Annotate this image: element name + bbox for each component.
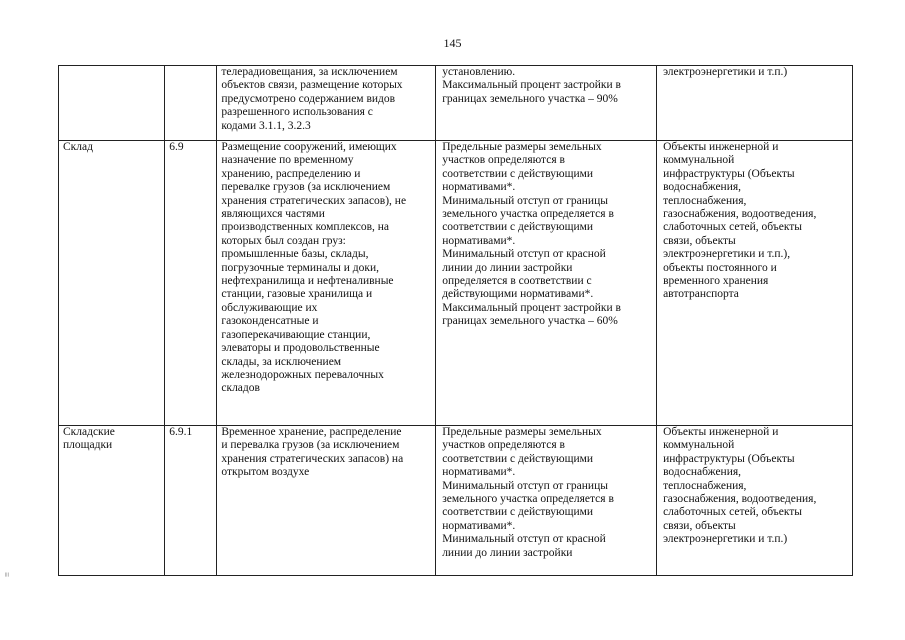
auxiliary-text: Объекты инженерной и коммунальной инфраструктуры (Объекты водоснабжения, теплоснабжения, газоснабжения, водоотведения, слаботочных сетей, объекты связи, объекты электроэнергетики и т.п.) bbox=[663, 426, 817, 546]
parameters-cell bbox=[436, 426, 657, 576]
use-name-cell bbox=[59, 66, 165, 141]
auxiliary-text: Объекты инженерной и коммунальной инфраструктуры (Объекты водоснабжения, теплоснабжения, газоснабжения, водоотведения, слаботочных сетей, объекты связи, объекты электроэнергетики и т.п.), объекты постоянного и временного хранения автотранспорта bbox=[663, 141, 817, 301]
use-description-cell bbox=[217, 426, 436, 576]
use-description: Временное хранение, распределение и перевалка грузов (за исключением хранения стратегических запасов) на открытом воздухе bbox=[221, 426, 404, 479]
parameters-text: Предельные размеры земельных участков определяются в соответствии с действующими нормативами*. Минимальный отступ от границы земельного участка определяется в соответствии с действующими нормативами*. Минимальный отступ от красной линии до линии застройки определяется в соответствии с действующими нормативами*. Максимальный процент застройки в границах земельного участка – 60% bbox=[442, 141, 621, 328]
parameters-cell bbox=[436, 141, 657, 426]
use-code: 6.9.1 bbox=[169, 426, 193, 438]
margin-mark: ≡ bbox=[2, 572, 12, 578]
parameters-text: установлению. Максимальный процент застройки в границах земельного участка – 90% bbox=[442, 66, 621, 105]
use-code-cell bbox=[165, 426, 217, 576]
use-name: Склад bbox=[63, 141, 93, 153]
use-code: 6.9 bbox=[169, 141, 184, 153]
use-name-cell bbox=[59, 141, 165, 426]
use-code-cell bbox=[165, 141, 217, 426]
auxiliary-cell bbox=[657, 426, 853, 576]
table-row bbox=[59, 66, 853, 141]
use-description: телерадиовещания, за исключением объектов связи, размещение которых предусмотрено содержанием видов разрешенного использования с кодами 3.1.1, 3.2.3 bbox=[221, 66, 403, 132]
use-description-cell bbox=[217, 141, 436, 426]
parameters-cell bbox=[436, 66, 657, 141]
auxiliary-cell bbox=[657, 66, 853, 141]
page-number: 145 bbox=[443, 36, 462, 50]
land-use-table bbox=[58, 65, 853, 576]
table-row bbox=[59, 426, 853, 576]
use-description-cell bbox=[217, 66, 436, 141]
use-name: Складские площадки bbox=[63, 426, 115, 452]
use-name-cell bbox=[59, 426, 165, 576]
auxiliary-cell bbox=[657, 141, 853, 426]
use-code-cell bbox=[165, 66, 217, 141]
table-row bbox=[59, 141, 853, 426]
parameters-text: Предельные размеры земельных участков определяются в соответствии с действующими нормативами*. Минимальный отступ от границы земельного участка определяется в соответствии с действующими нормативами*. Минимальный отступ от красной линии до линии застройки bbox=[442, 426, 614, 559]
use-description: Размещение сооружений, имеющих назначение по временному хранению, распределению и перевалке грузов (за исключением хранения стратегических запасов), не являющихся частями производственных комплексов, на которых был создан груз: промышленные базы, склады, погрузочные терминалы и доки, нефтехранилища и нефтеналивные станции, газовые хранилища и обслуживающие их газоконденсатные и газоперекачивающие станции, элеваторы и продовольственные склады, за исключением железнодорожных перевалочных складов bbox=[221, 141, 407, 395]
auxiliary-text: электроэнергетики и т.п.) bbox=[663, 66, 788, 78]
